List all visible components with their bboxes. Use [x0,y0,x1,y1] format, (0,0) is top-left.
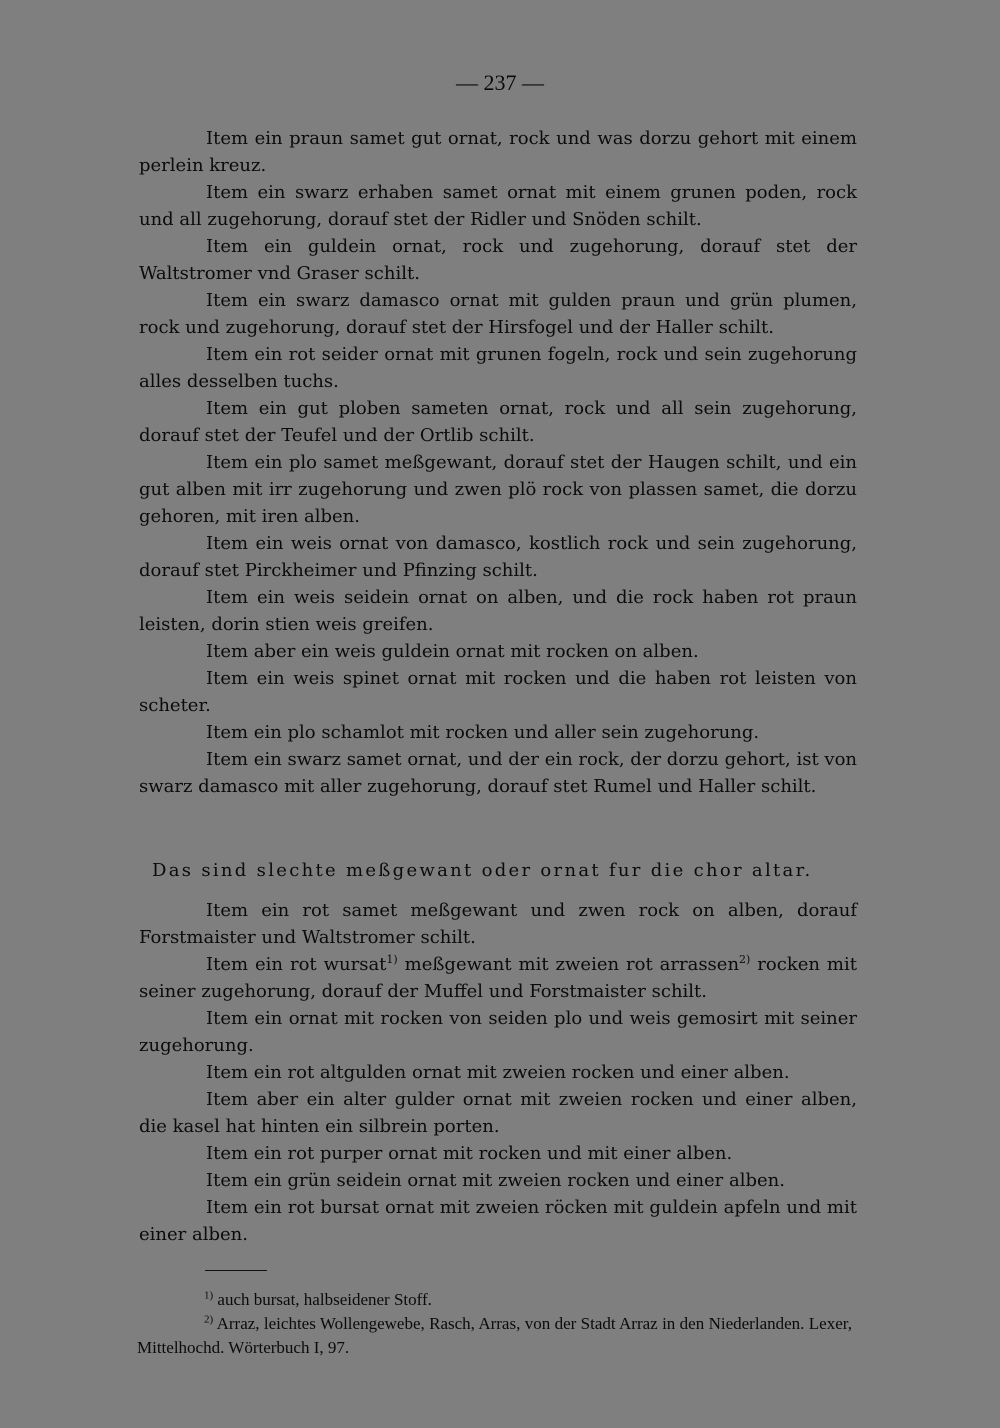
footnote-mark: 1) [204,1289,214,1302]
inventory-entry: Item ein rot samet meßgewant und zwen rock on alben, dorauf Forstmaister und Waltstromer schilt. [139,900,857,948]
footnote-mark: 2) [204,1313,214,1326]
footnotes [137,1288,852,1360]
inventory-entry: Item ein plo samet meßgewant, dorauf stet der Haugen schilt, und ein gut alben mit irr zugehorung und zwen plö rock von plassen samet, die dorzu gehoren, mit iren alben. [139,452,857,527]
inventory-entry: Item ein rot bursat ornat mit zweien röcken mit guldein apfeln und mit einer alben. [139,1197,857,1245]
footnote-2 [137,1312,852,1360]
inventory-entry: Item ein swarz erhaben samet ornat mit einem grunen poden, rock und all zugehorung, dorauf stet der Ridler und Snöden schilt. [139,182,857,230]
footnote-text: Arraz, leichtes Wollengewebe, Rasch, Arras, von der Stadt Arraz in den Niederlanden. Lexer, Mittelhochd. Wörterbuch I, 97. [137,1314,852,1357]
inventory-entry: Item aber ein weis guldein ornat mit rocken on alben. [206,641,699,662]
entry-text: meßgewant mit zweien rot arrassen [397,954,740,975]
inventory-entry: Item ein rot purper ornat mit rocken und mit einer alben. [206,1143,733,1164]
inventory-entry: Item ein gut ploben sameten ornat, rock und all sein zugehorung, dorauf stet der Teufel und der Ortlib schilt. [139,398,857,446]
inventory-entry: Item ein rot seider ornat mit grunen fogeln, rock und sein zugehorung alles desselben tuchs. [139,344,857,392]
inventory-entry: Item ein guldein ornat, rock und zugehorung, dorauf stet der Waltstromer vnd Graser schilt. [139,236,857,284]
page-number: — 237 — [456,70,544,95]
footnote-text: auch bursat, halbseidener Stoff. [213,1290,432,1309]
entry-text: Item ein rot wursat [206,954,387,975]
footnote-divider [205,1270,267,1271]
inventory-list-main [139,125,857,800]
section-heading: Das sind slechte meßgewant oder ornat fur die chor altar. [152,860,813,881]
inventory-entry: Item ein grün seidein ornat mit zweien rocken und einer alben. [206,1170,785,1191]
inventory-entry: Item ein weis seidein ornat on alben, und die rock haben rot praun leisten, dorin stien weis greifen. [139,587,857,635]
footnote-ref-1[interactable]: 1) [386,953,398,966]
inventory-entry: Item ein plo schamlot mit rocken und aller sein zugehorung. [206,722,760,743]
inventory-entry: Item ein weis ornat von damasco, kostlich rock und sein zugehorung, dorauf stet Pirckheimer und Pfinzing schilt. [139,533,857,581]
entry-text: rocken mit seiner zugehorung, dorauf der Muffel und Forstmaister schilt. [139,954,857,1002]
inventory-entry: Item ein praun samet gut ornat, rock und was dorzu gehort mit einem perlein kreuz. [139,128,857,176]
inventory-entry [139,951,857,1005]
footnote-1 [137,1288,852,1312]
footnote-ref-2[interactable]: 2) [739,953,751,966]
inventory-entry: Item ein ornat mit rocken von seiden plo und weis gemosirt mit seiner zugehorung. [139,1008,857,1056]
inventory-entry: Item ein swarz samet ornat, und der ein rock, der dorzu gehort, ist von swarz damasco mit aller zugehorung, dorauf stet Rumel und Haller schilt. [139,749,858,797]
inventory-entry: Item ein swarz damasco ornat mit gulden praun und grün plumen, rock und zugehorung, dorauf stet der Hirsfogel und der Haller schilt. [139,290,857,338]
inventory-entry: Item ein rot altgulden ornat mit zweien rocken und einer alben. [206,1062,790,1083]
inventory-entry: Item ein weis spinet ornat mit rocken und die haben rot leisten von scheter. [139,668,857,716]
inventory-list-chor-altar [139,897,857,1248]
inventory-entry: Item aber ein alter gulder ornat mit zweien rocken und einer alben, die kasel hat hinten ein silbrein porten. [139,1089,857,1137]
